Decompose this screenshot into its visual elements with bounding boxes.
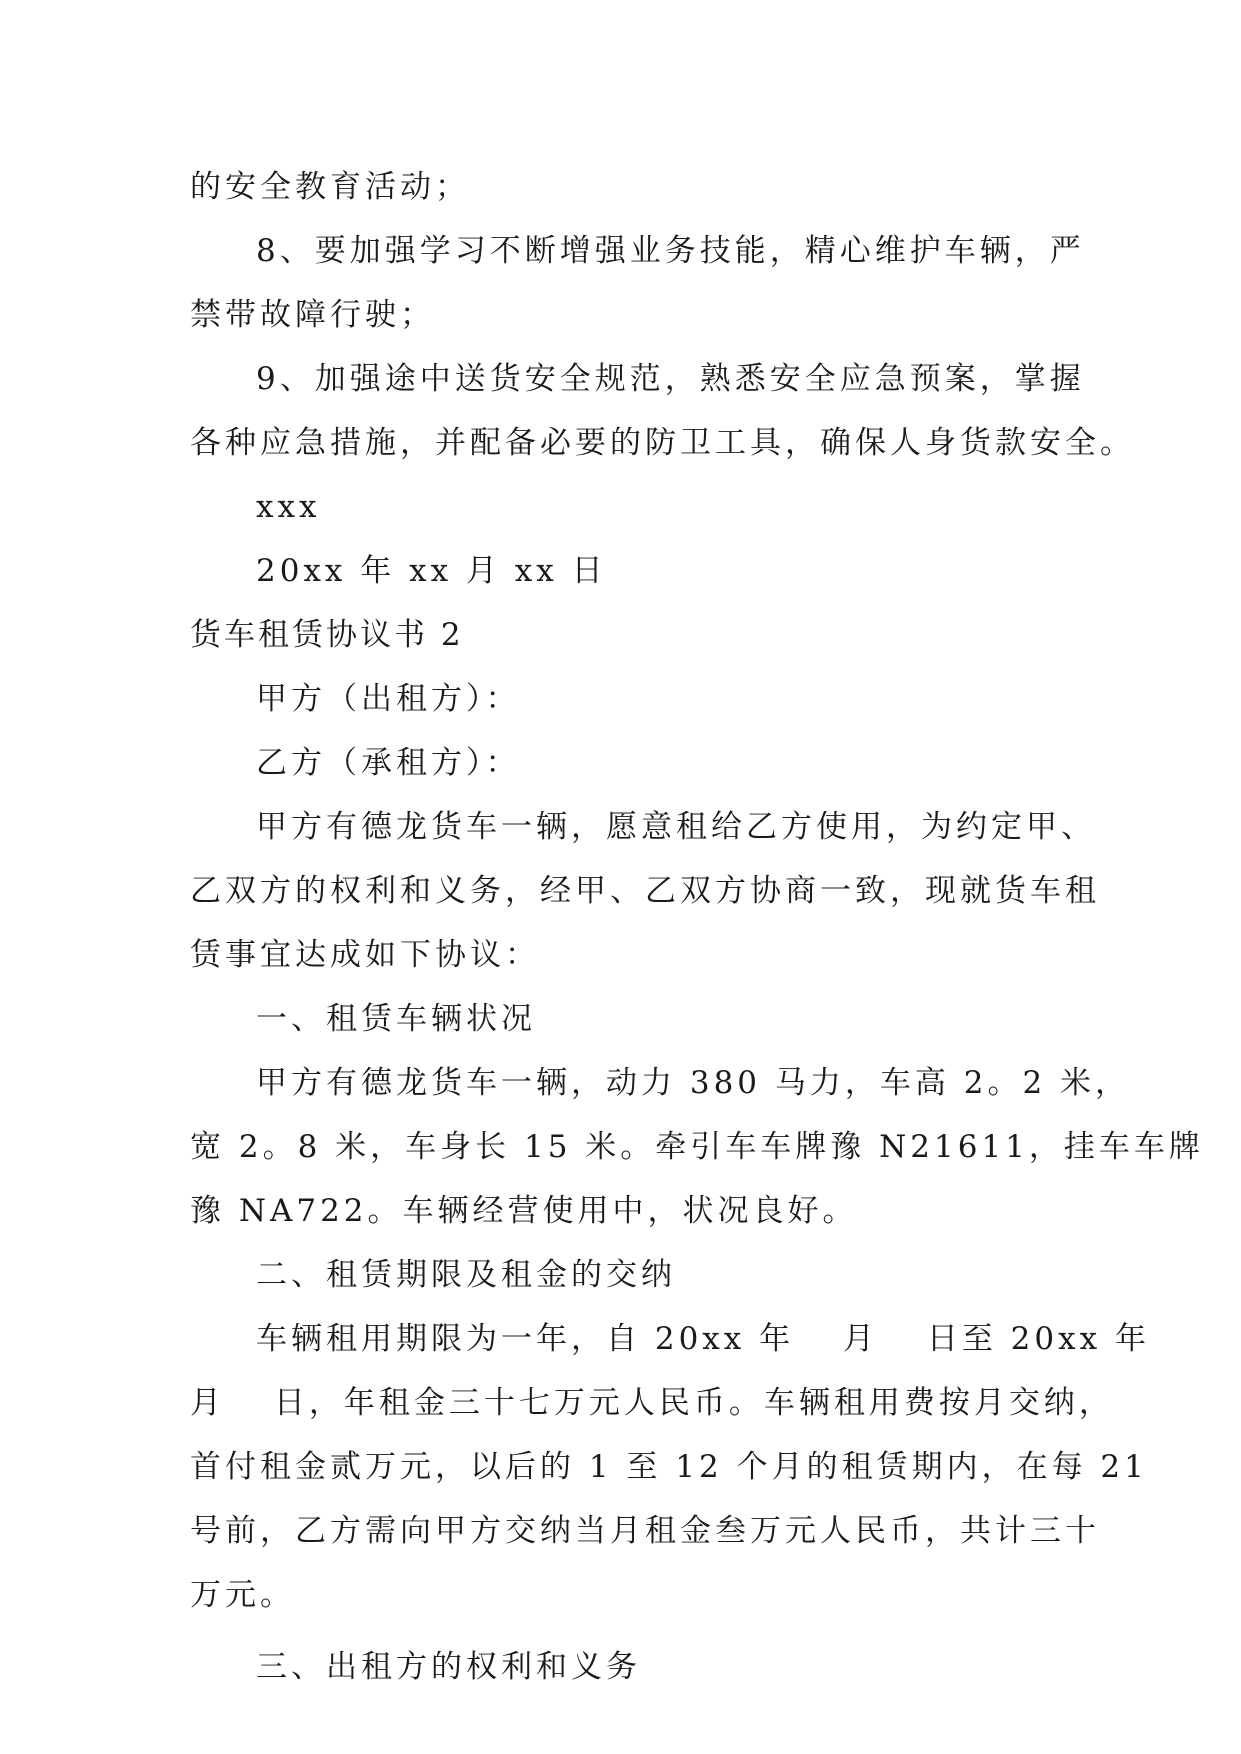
- text-line: 各种应急措施，并配备必要的防卫工具，确保人身货款安全。: [190, 425, 1135, 461]
- text-line: 8、要加强学习不断增强业务技能，精心维护车辆，严: [256, 233, 1085, 269]
- signature-date: 20xx 年 xx 月 xx 日: [256, 553, 607, 589]
- text-line: 禁带故障行驶；: [190, 297, 435, 333]
- text-line: 月 日，年租金三十七万元人民币。车辆租用费按月交纳，: [190, 1385, 1114, 1421]
- text-line: 车辆租用期限为一年，自 20xx 年 月 日至 20xx 年: [256, 1321, 1150, 1357]
- text-line: 甲方有德龙货车一辆，动力 380 马力，车高 2。2 米，: [256, 1065, 1131, 1101]
- text-line: 的安全教育活动；: [190, 169, 470, 205]
- text-line: 9、加强途中送货安全规范，熟悉安全应急预案，掌握: [256, 361, 1085, 397]
- text-line: 宽 2。8 米，车身长 15 米。牵引车车牌豫 N21611，挂车车牌: [190, 1129, 1204, 1165]
- party-b-label: 乙方（承租方）：: [256, 745, 521, 781]
- clause-heading: 二、租赁期限及租金的交纳: [256, 1257, 676, 1293]
- clause-heading: 三、出租方的权利和义务: [256, 1649, 641, 1685]
- text-line: 乙双方的权利和义务，经甲、乙双方协商一致，现就货车租: [190, 873, 1100, 909]
- text-line: 号前，乙方需向甲方交纳当月租金叁万元人民币，共计三十: [190, 1513, 1100, 1549]
- document-body: [190, 155, 1204, 1699]
- text-line: 赁事宜达成如下协议：: [190, 937, 540, 973]
- clause-heading: 一、租赁车辆状况: [256, 1001, 536, 1037]
- signature-name: xxx: [256, 489, 321, 525]
- section-title: 货车租赁协议书 2: [190, 617, 464, 653]
- text-line: 豫 NA722。车辆经营使用中，状况良好。: [190, 1193, 858, 1229]
- text-line: 甲方有德龙货车一辆，愿意租给乙方使用，为约定甲、: [256, 809, 1096, 845]
- party-a-label: 甲方（出租方）：: [256, 681, 521, 717]
- text-line: 首付租金贰万元，以后的 1 至 12 个月的租赁期内，在每 21: [190, 1449, 1148, 1485]
- text-line: 万元。: [190, 1577, 295, 1613]
